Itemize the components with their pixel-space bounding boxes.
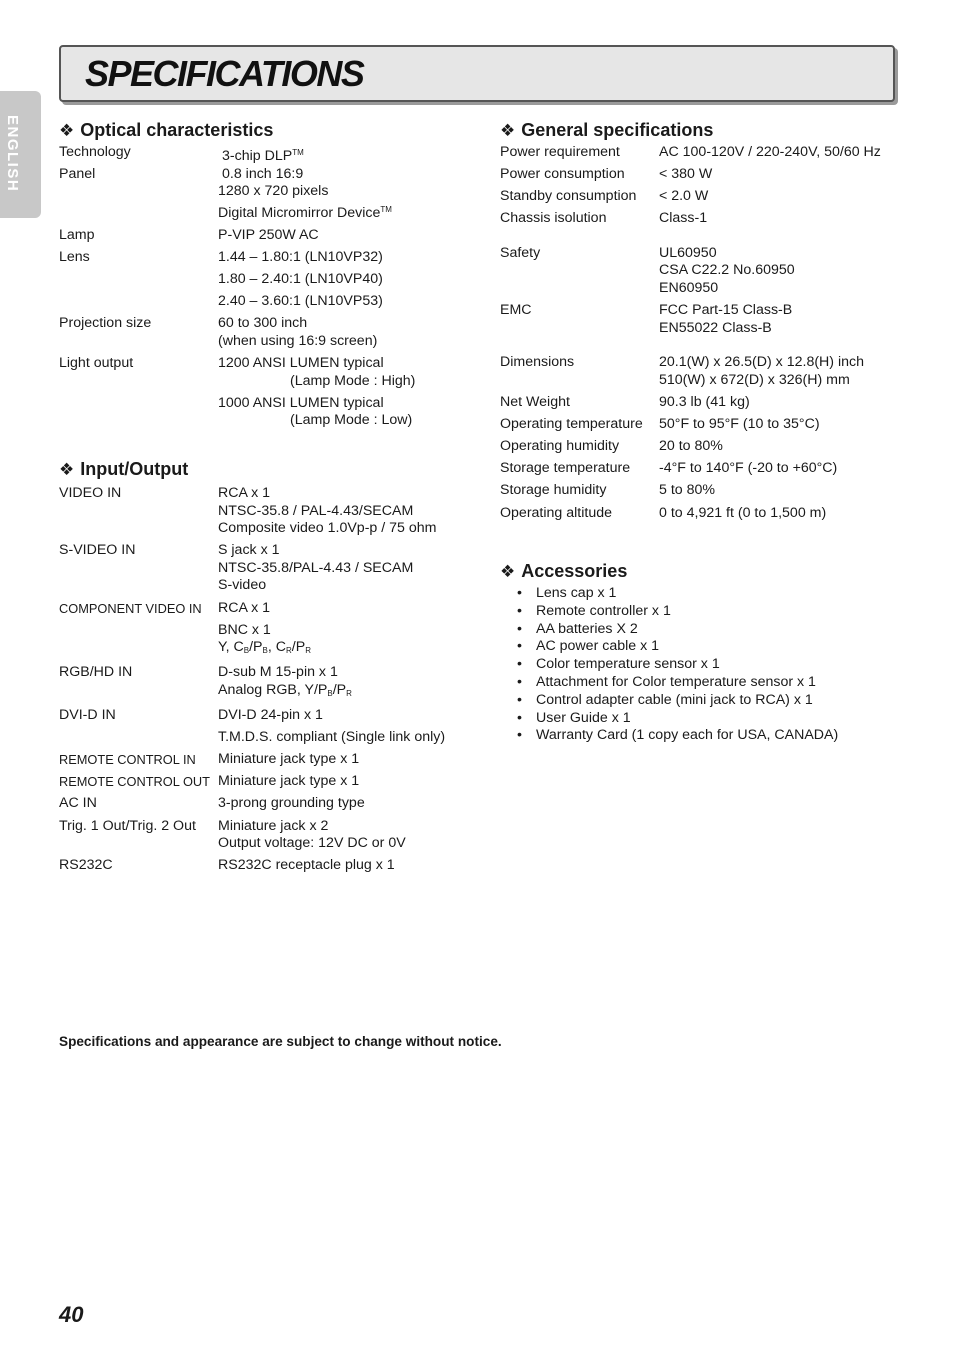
spec-label: Standby consumption <box>500 188 637 205</box>
spec-label: Lamp <box>59 226 95 243</box>
list-item <box>500 656 838 674</box>
trademark-mark: TM <box>292 148 304 157</box>
spec-label: Projection size <box>59 315 152 332</box>
list-item <box>500 603 838 621</box>
spec-label: Chassis isolution <box>500 210 607 227</box>
spec-row <box>500 390 881 412</box>
spec-value: EN55022 Class-B <box>659 319 772 336</box>
spec-label: Dimensions <box>500 354 575 371</box>
spec-value: Miniature jack x 2 <box>218 817 329 834</box>
spec-row-light-output <box>59 350 415 429</box>
subscript: R <box>286 646 292 656</box>
spec-row-video-in <box>59 485 445 538</box>
spec-value <box>218 682 445 703</box>
spec-value: 510(W) x 672(D) x 326(H) mm <box>659 371 850 388</box>
list-item <box>500 638 838 656</box>
spec-value: BNC x 1 <box>218 621 271 638</box>
spec-value: (Lamp Mode : High) <box>290 372 416 389</box>
spec-value: 90.3 lb (41 kg) <box>659 394 750 411</box>
spec-label: AC IN <box>59 795 97 812</box>
spec-value-text: Digital Micromirror Device <box>218 204 381 221</box>
spec-value: (Lamp Mode : Low) <box>290 412 413 429</box>
spec-label: Technology <box>59 144 131 160</box>
spec-row <box>500 144 881 162</box>
spec-row-trigger <box>59 813 445 853</box>
spec-value: Composite video 1.0Vp-p / 75 ohm <box>218 520 437 537</box>
accessories-heading-text: Accessories <box>521 561 628 581</box>
spec-label: Operating altitude <box>500 504 612 521</box>
spec-label: S-VIDEO IN <box>59 542 136 559</box>
spec-row-lens <box>59 244 415 310</box>
spec-row-projection <box>59 311 415 351</box>
spec-row-rs232c <box>59 853 445 875</box>
spec-value <box>218 201 415 223</box>
spec-value: < 2.0 W <box>659 188 709 205</box>
bullet-icon: • <box>517 709 522 726</box>
spec-value: NTSC-35.8 / PAL-4.43/SECAM <box>218 502 414 519</box>
optical-heading-text: Optical characteristics <box>80 120 274 140</box>
spec-value: P-VIP 250W AC <box>218 226 319 243</box>
spec-value-text: /P <box>249 639 263 656</box>
spec-value: (when using 16:9 screen) <box>218 332 378 349</box>
io-table <box>59 485 445 875</box>
bullet-icon: • <box>517 638 522 655</box>
spec-value: NTSC-35.8/PAL-4.43 / SECAM <box>218 559 414 576</box>
spec-row-ac-in <box>59 791 445 813</box>
subscript: B <box>327 688 333 698</box>
accessories-heading <box>500 560 838 583</box>
list-item <box>500 585 838 603</box>
general-table <box>500 144 881 522</box>
spec-label: Panel <box>59 165 96 182</box>
spec-row-panel <box>59 166 415 223</box>
spec-value-text: , C <box>267 639 286 656</box>
spec-value: 3-prong grounding type <box>218 795 365 812</box>
spec-value: T.M.D.S. compliant (Single link only) <box>218 729 446 746</box>
io-heading-text: Input/Output <box>80 459 189 479</box>
bullet-icon: • <box>517 602 522 619</box>
spec-value: Miniature jack type x 1 <box>218 751 360 768</box>
spec-value: -4°F to 140°F (-20 to +60°C) <box>659 460 838 477</box>
general-section <box>500 119 881 522</box>
spec-row <box>500 478 881 500</box>
list-item-text: Remote controller x 1 <box>536 602 671 619</box>
subscript: R <box>305 646 311 656</box>
spec-label: VIDEO IN <box>59 485 122 501</box>
list-item-text: User Guide x 1 <box>536 709 631 726</box>
spec-value: 50°F to 95°F (10 to 35°C) <box>659 416 820 433</box>
spec-row-dvi-d-in <box>59 703 445 747</box>
io-heading <box>59 458 445 481</box>
spec-label: Trig. 1 Out/Trig. 2 Out <box>59 817 196 834</box>
spec-row <box>500 456 881 478</box>
spec-row-component-video-in <box>59 595 445 660</box>
spec-value: CSA C22.2 No.60950 <box>659 262 795 279</box>
title-banner <box>59 45 895 102</box>
spec-value <box>218 144 415 166</box>
spec-label: Light output <box>59 354 134 371</box>
spec-value: 0.8 inch 16:9 <box>222 165 304 182</box>
spec-label: Operating humidity <box>500 438 620 455</box>
spec-value: Miniature jack type x 1 <box>218 773 360 790</box>
spec-label: RGB/HD IN <box>59 664 133 681</box>
optical-section <box>59 119 415 430</box>
language-tab <box>0 91 41 218</box>
spec-row-lamp <box>59 222 415 244</box>
spec-value: EN60950 <box>659 280 719 297</box>
spec-row-technology <box>59 144 415 166</box>
accessories-section <box>500 560 838 745</box>
bullet-icon: • <box>517 620 522 637</box>
diamond-icon: ❖ <box>500 562 516 581</box>
spec-value-text: 3-chip DLP <box>222 148 293 164</box>
spec-label: Power consumption <box>500 166 625 183</box>
spec-row-emc <box>500 298 881 338</box>
spec-row-safety <box>500 228 881 298</box>
spec-value: 1200 ANSI LUMEN typical <box>218 354 384 371</box>
diamond-icon: ❖ <box>59 121 75 140</box>
spec-value-text: Analog RGB, Y/P <box>218 681 328 698</box>
list-item-text: AA batteries X 2 <box>536 620 638 637</box>
spec-row <box>500 412 881 434</box>
list-item <box>500 621 838 639</box>
list-item-text: Color temperature sensor x 1 <box>536 656 720 673</box>
spec-value: < 380 W <box>659 166 713 183</box>
spec-value: 0 to 4,921 ft (0 to 1,500 m) <box>659 504 827 521</box>
spec-value: AC 100-120V / 220-240V, 50/60 Hz <box>659 144 881 160</box>
spec-value-text: /P <box>332 681 347 698</box>
spec-label: Storage humidity <box>500 482 607 499</box>
spec-value: S jack x 1 <box>218 542 280 559</box>
page-title: SPECIFICATIONS <box>85 53 364 94</box>
spec-value: Output voltage: 12V DC or 0V <box>218 835 406 852</box>
spec-value: 1280 x 720 pixels <box>218 183 329 200</box>
list-item-text: AC power cable x 1 <box>536 638 660 655</box>
spec-row-remote-out <box>59 769 445 791</box>
list-item <box>500 674 838 692</box>
trademark-mark: TM <box>380 204 392 214</box>
spec-value-text: /P <box>291 639 306 656</box>
spec-value: 1.80 – 2.40:1 (LN10VP40) <box>218 271 383 288</box>
spec-label: Operating temperature <box>500 416 643 433</box>
spec-value: S-video <box>218 577 267 594</box>
spec-value: RS232C receptacle plug x 1 <box>218 857 395 874</box>
diamond-icon: ❖ <box>59 460 75 479</box>
spec-value: D-sub M 15-pin x 1 <box>218 664 338 681</box>
accessories-list <box>500 585 838 745</box>
io-section <box>59 458 445 875</box>
subscript: R <box>346 688 352 698</box>
spec-row <box>500 162 881 184</box>
spec-row <box>500 434 881 456</box>
spec-row-rgb-hd-in <box>59 660 445 703</box>
spec-label: Safety <box>500 244 541 261</box>
list-item-text: Attachment for Color temperature sensor x 1 <box>536 673 816 690</box>
subscript: B <box>262 646 268 656</box>
spec-value: 60 to 300 inch <box>218 315 308 332</box>
bullet-icon: • <box>517 585 522 601</box>
spec-value: 1.44 – 1.80:1 (LN10VP32) <box>218 248 383 265</box>
spec-label: REMOTE CONTROL OUT <box>59 774 210 790</box>
spec-label: Lens <box>59 248 90 265</box>
page-number: 40 <box>59 1302 84 1327</box>
spec-value: RCA x 1 <box>218 485 271 501</box>
bullet-icon: • <box>517 673 522 690</box>
spec-value: 20.1(W) x 26.5(D) x 12.8(H) inch <box>659 354 864 371</box>
disclaimer-note: Specifications and appearance are subject to change without notice. <box>59 1034 502 1049</box>
spec-row <box>500 500 881 522</box>
bullet-icon: • <box>517 727 522 744</box>
spec-row-remote-in <box>59 747 445 769</box>
bullet-icon: • <box>517 691 522 708</box>
spec-value <box>218 639 445 660</box>
spec-label: RS232C <box>59 857 113 874</box>
spec-row-dimensions <box>500 337 881 389</box>
spec-value: 5 to 80% <box>659 482 716 499</box>
spec-label: Net Weight <box>500 394 570 411</box>
list-item-text: Control adapter cable (mini jack to RCA) x 1 <box>536 691 813 708</box>
list-item <box>500 710 838 728</box>
general-heading-text: General specifications <box>521 120 714 140</box>
spec-row <box>500 184 881 206</box>
optical-heading <box>59 119 415 142</box>
spec-row <box>500 206 881 228</box>
spec-label: EMC <box>500 302 532 319</box>
optical-table <box>59 144 415 430</box>
spec-value: RCA x 1 <box>218 599 271 616</box>
spec-value: 1000 ANSI LUMEN typical <box>218 394 384 411</box>
spec-value: UL60950 <box>659 244 717 261</box>
general-heading <box>500 119 881 142</box>
bullet-icon: • <box>517 656 522 673</box>
spec-row-s-video-in <box>59 538 445 595</box>
spec-label: REMOTE CONTROL IN <box>59 752 196 768</box>
spec-value-text: Y, C <box>218 639 244 656</box>
spec-value: DVI-D 24-pin x 1 <box>218 707 323 724</box>
spec-value: FCC Part-15 Class-B <box>659 302 793 319</box>
diamond-icon: ❖ <box>500 121 516 140</box>
spec-value: 20 to 80% <box>659 438 723 455</box>
list-item-text: Warranty Card (1 copy each for USA, CANADA) <box>536 727 839 744</box>
spec-label: Power requirement <box>500 144 620 160</box>
subscript: B <box>243 646 250 656</box>
spec-label: DVI-D IN <box>59 707 116 724</box>
spec-label: Storage temperature <box>500 460 631 477</box>
spec-value: Class-1 <box>659 210 708 227</box>
spec-value: 2.40 – 3.60:1 (LN10VP53) <box>218 293 383 310</box>
list-item <box>500 692 838 710</box>
spec-label: COMPONENT VIDEO IN <box>59 600 202 616</box>
list-item-text: Lens cap x 1 <box>536 585 617 601</box>
list-item <box>500 727 838 745</box>
language-tab-label: ENGLISH <box>4 115 21 193</box>
